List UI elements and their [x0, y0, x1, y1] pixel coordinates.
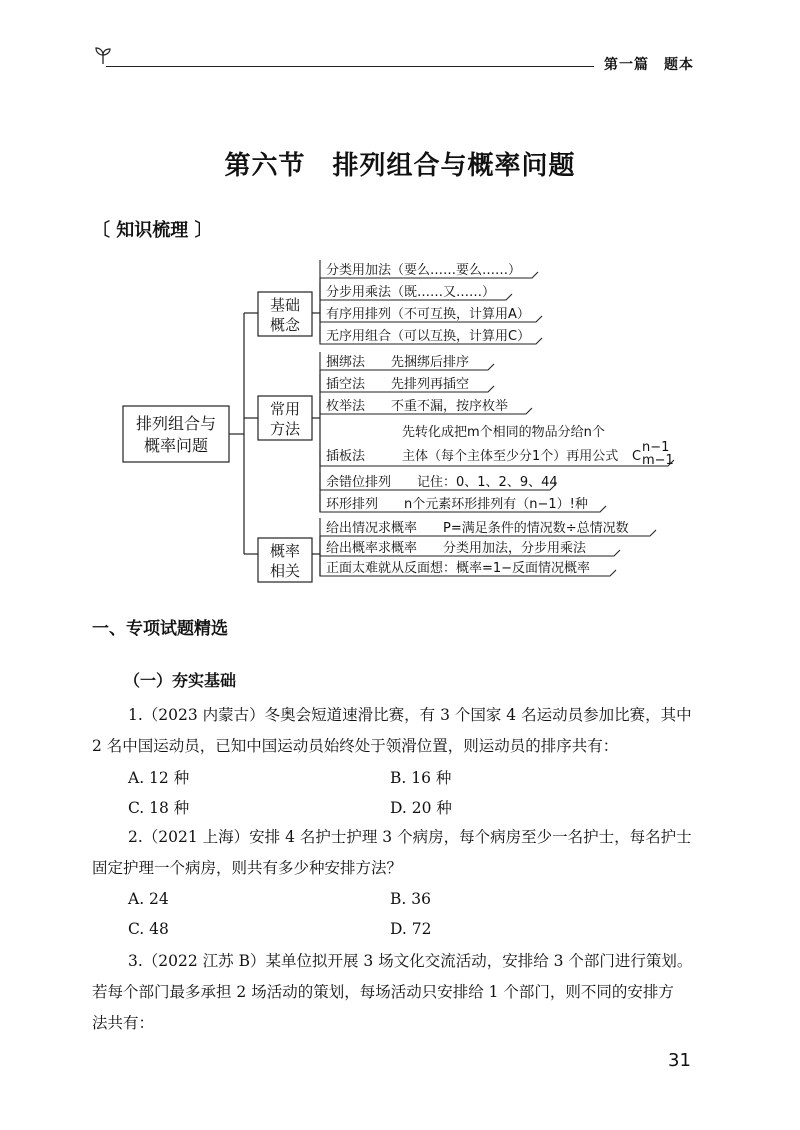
mindmap-branch-methods-line1: 常用 — [269, 400, 301, 418]
mindmap-method-item: 环形排列 n个元素环形排列有（n−1）!种 — [326, 497, 588, 512]
header-rule — [106, 66, 594, 67]
mindmap-branch-basic-line1: 基础 — [269, 296, 301, 314]
question-2-option-c: C. 48 — [128, 920, 169, 938]
mindmap — [0, 250, 800, 600]
page-title: 第六节 排列组合与概率问题 — [224, 151, 576, 181]
subsection-heading: （一）夯实基础 — [124, 671, 237, 690]
mindmap-method-item: 余错位排列 记住：0、1、2、9、44 — [326, 475, 558, 490]
question-2-option-d: D. 72 — [390, 920, 432, 938]
question-1-line1: 1.（2023 内蒙古）冬奥会短道速滑比赛，有 3 个国家 4 名运动员参加比赛，其中 — [128, 706, 692, 724]
mindmap-chaban-formula: C — [632, 449, 642, 464]
question-1 — [92, 700, 708, 762]
question-2-option-a: A. 24 — [128, 890, 169, 908]
mindmap-branch-probability-line1: 概率 — [269, 542, 301, 560]
mindmap-basic-item: 分类用加法（要么……要么……） — [326, 263, 522, 278]
question-3 — [92, 946, 708, 1039]
header-label: 第一篇 题本 — [604, 57, 694, 73]
question-3-line1: 3.（2022 江苏 B）某单位拟开展 3 场文化交流活动，安排给 3 个部门进行策划。 — [128, 952, 693, 970]
mindmap-branch-basic-line2: 概念 — [269, 316, 301, 334]
mindmap-root-line1: 排列组合与 — [135, 414, 217, 433]
page-number: 31 — [668, 1050, 691, 1071]
question-1-option-a: A. 12 种 — [128, 769, 190, 787]
question-2-option-b: B. 36 — [390, 890, 431, 908]
mindmap-basic-item: 分步用乘法（既……又……） — [326, 285, 496, 300]
mindmap-chaban-label: 插板法 — [326, 449, 366, 464]
mindmap-branch-probability-line2: 相关 — [269, 562, 301, 580]
mindmap-basic-item: 无序用组合（可以互换，计算用C） — [326, 329, 531, 344]
question-1-line2: 2 名中国运动员，已知中国运动员始终处于领滑位置，则运动员的排序共有： — [92, 737, 619, 755]
question-2-line1: 2.（2021 上海）安排 4 名护士护理 3 个病房，每个病房至少一名护士，每名护士 — [128, 828, 692, 846]
question-1-option-d: D. 20 种 — [390, 799, 452, 817]
mindmap-chaban-sup: n−1 — [642, 440, 670, 455]
mindmap-method-item: 插空法 先排列再插空 — [326, 377, 470, 392]
sprout-icon — [92, 44, 114, 66]
mindmap-chaban-line2: 主体（每个主体至少分1个）再用公式 — [402, 449, 619, 464]
question-2 — [92, 822, 708, 884]
mindmap-probability-item: 正面太难就从反面想：概率=1−反面情况概率 — [326, 561, 591, 576]
part-heading: 一、专项试题精选 — [92, 619, 228, 639]
question-1-option-c: C. 18 种 — [128, 799, 190, 817]
question-1-option-b: B. 16 种 — [390, 769, 452, 787]
question-2-line2: 固定护理一个病房，则共有多少种安排方法？ — [92, 859, 403, 877]
section-heading: 〔 知识梳理 〕 — [92, 220, 213, 241]
question-3-line2: 若每个部门最多承担 2 场活动的策划，每场活动只安排给 1 个部门，则不同的安排方 — [92, 983, 674, 1001]
question-3-line3: 法共有： — [92, 1014, 155, 1032]
mindmap-method-item: 捆绑法 先捆绑后排序 — [326, 355, 470, 370]
mindmap-chaban-sub: m−1 — [642, 453, 674, 468]
mindmap-branch-methods-line2: 方法 — [269, 420, 301, 438]
mindmap-probability-item: 给出概率求概率 分类用加法，分步用乘法 — [326, 541, 587, 556]
mindmap-root-line2: 概率问题 — [143, 436, 209, 455]
mindmap-chaban-line1: 先转化成把m个相同的物品分给n个 — [402, 425, 605, 440]
mindmap-method-item: 枚举法 不重不漏，按序枚举 — [326, 399, 509, 414]
mindmap-basic-item: 有序用排列（不可互换，计算用A） — [326, 307, 530, 322]
mindmap-probability-item: 给出情况求概率 P=满足条件的情况数÷总情况数 — [326, 521, 629, 536]
